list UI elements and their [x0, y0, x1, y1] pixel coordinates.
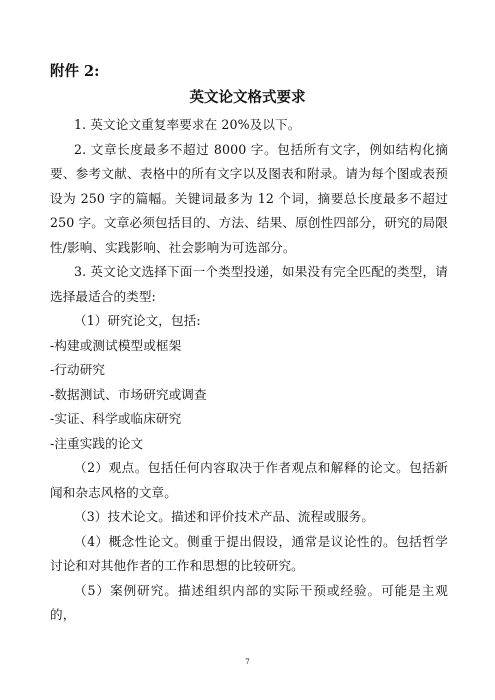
document-title: 英文论文格式要求	[189, 89, 306, 106]
paragraph-technical-paper: （3）技术论文。描述和评价技术产品、流程或服务。	[74, 509, 375, 524]
attachment-label: 附件 2:	[50, 63, 100, 80]
list-item-model-framework: -构建或测试模型或框架	[50, 337, 182, 353]
paragraph-case-study: （5）案例研究。描述组织内部的实际干预或经验。可能是主观的，	[50, 582, 448, 622]
list-item-empirical-research: -实证、科学或临床研究	[50, 411, 182, 426]
document-body	[50, 113, 448, 628]
paragraph-similarity-rate: 1. 英文论文重复率要求在 20%及以下。	[74, 117, 301, 132]
page-number: 7	[245, 658, 250, 666]
paragraph-article-length: 2. 文章长度最多不超过 8000 字。包括所有文字，例如结构化摘要、参考文献、表格中的所有文字以及图表和附录。请为每个图或表预设为 250 字的篇幅。关键词最多为 12 个词，摘要总长度最多不超过 250 字。文章必须包括目的、方法、结果、原创性四部分，研究的局限性/影响、实践影响、社会影响为可选部分。	[50, 141, 448, 255]
list-item-data-testing: -数据测试、市场研究或调查	[50, 386, 207, 402]
paragraph-conceptual-paper: （4）概念性论文。侧重于提出假设，通常是议论性的。包括哲学讨论和对其他作者的工作和思想的比较研究。	[50, 533, 448, 573]
paragraph-article-type: 3. 英文论文选择下面一个类型投递，如果没有完全匹配的类型，请选择最适合的类型:	[50, 264, 448, 304]
list-item-action-research: -行动研究	[50, 362, 106, 377]
paragraph-research-paper: （1）研究论文，包括:	[74, 313, 201, 328]
list-item-practice-paper: -注重实践的论文	[50, 435, 144, 451]
paragraph-viewpoint: （2）观点。包括任何内容取决于作者观点和解释的论文。包括新闻和杂志风格的文章。	[50, 460, 448, 500]
